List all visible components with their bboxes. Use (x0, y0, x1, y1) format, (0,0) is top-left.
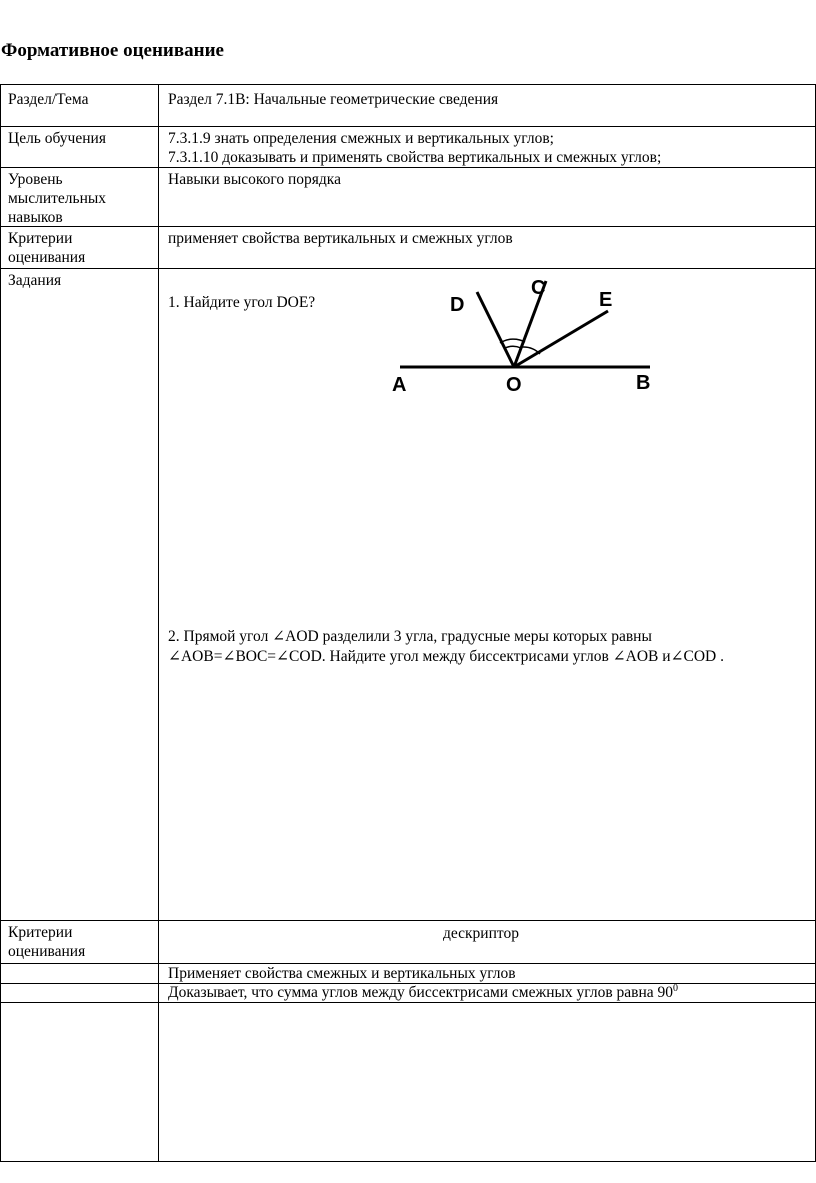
criteria-value: применяет свойства вертикальных и смежных углов (168, 230, 513, 247)
task-1: 1. Найдите угол DOE? (168, 294, 316, 311)
level-label-2: мыслительных (8, 190, 107, 207)
tasks-label: Задания (8, 272, 62, 289)
row-divider (0, 268, 816, 269)
criteria2-label-1: Критерии (8, 924, 73, 941)
task-2-line-1: 2. Прямой угол ∠AOD разделили 3 угла, градусные меры которых равны (168, 628, 652, 645)
goal-line-2: 7.3.1.10 доказывать и применять свойства вертикальных и смежных углов; (168, 149, 662, 166)
goal-line-1: 7.3.1.9 знать определения смежных и вертикальных углов; (168, 130, 554, 147)
criteria-label-2: оценивания (8, 249, 86, 266)
angle-arc-outer (500, 339, 525, 343)
task-2-line-2: ∠AOB=∠BOC=∠COD. Найдите угол между биссектрисами углов ∠AOB и∠COD . (168, 648, 724, 665)
row-divider (0, 920, 816, 921)
section-value: Раздел 7.1В: Начальные геометрические сведения (168, 91, 499, 108)
angles-figure (380, 270, 680, 400)
descriptor-1: Применяет свойства смежных и вертикальных углов (168, 965, 516, 982)
ray-od (477, 292, 514, 367)
column-divider (158, 84, 159, 1162)
page-heading: Формативное оценивание (1, 40, 224, 61)
row-divider (0, 126, 816, 127)
assessment-table (0, 84, 816, 1162)
criteria2-label-2: оценивания (8, 943, 86, 960)
ray-oe (514, 311, 608, 367)
table-border-bottom (0, 1161, 816, 1162)
level-label-3: навыков (8, 209, 63, 226)
label-e: E (599, 289, 613, 311)
label-c: C (531, 277, 546, 299)
degree-superscript: 0 (673, 982, 679, 994)
label-d: D (450, 294, 465, 316)
label-a: A (392, 374, 407, 396)
row-divider (0, 1002, 816, 1003)
section-label: Раздел/Тема (8, 91, 89, 108)
level-label-1: Уровень (8, 171, 63, 188)
descriptor-header: дескриптор (443, 925, 519, 942)
criteria-label-1: Критерии (8, 230, 73, 247)
row-divider (0, 226, 816, 227)
angle-arc-inner (505, 346, 521, 348)
goal-label: Цель обучения (8, 130, 106, 147)
level-value: Навыки высокого порядка (168, 171, 341, 188)
descriptor-2 (168, 983, 678, 1002)
table-border-top (0, 84, 816, 85)
descriptor-2-text: Доказывает, что сумма углов между биссектрисами смежных углов равна 90 (168, 984, 674, 1001)
label-b: B (636, 372, 651, 394)
label-o: O (506, 374, 522, 396)
row-divider (0, 167, 816, 168)
table-border-left (0, 84, 1, 1162)
